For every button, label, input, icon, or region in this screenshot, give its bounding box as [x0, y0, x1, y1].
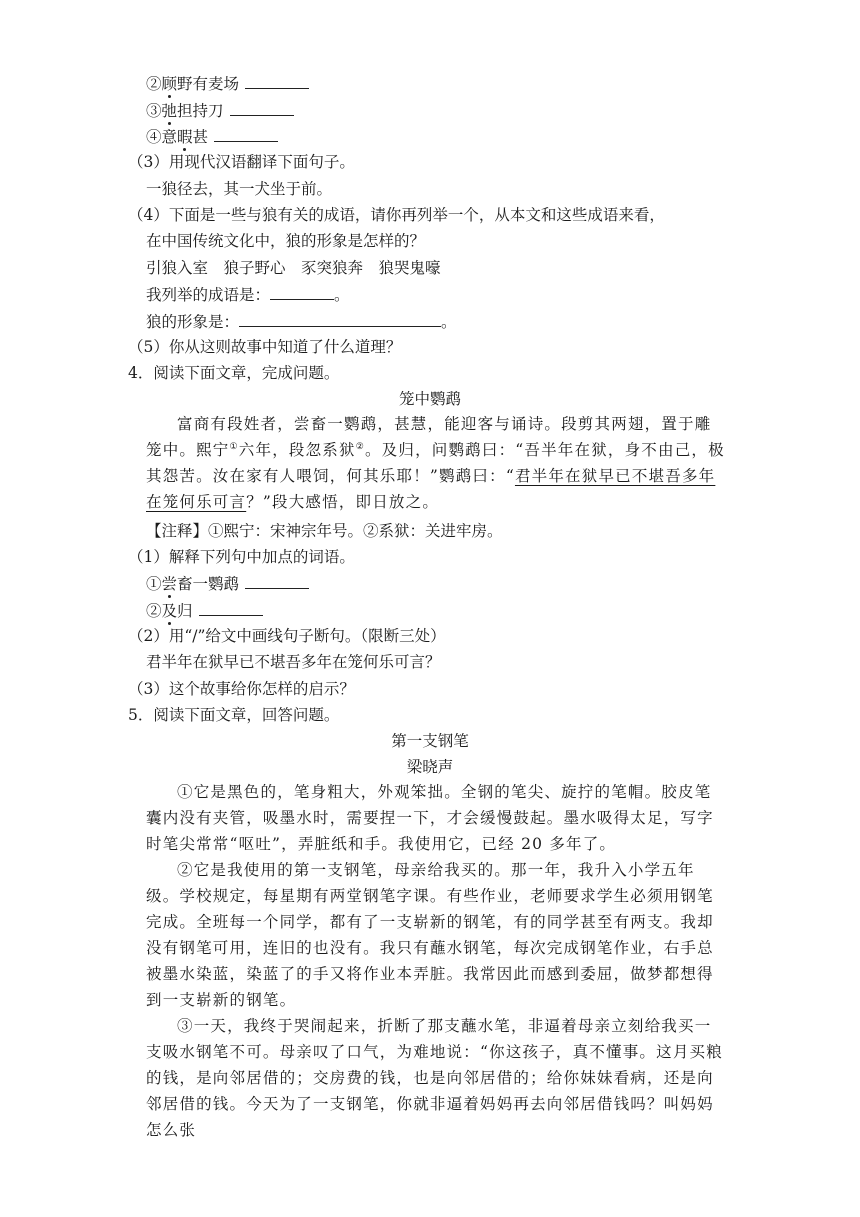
answer-blank[interactable]: [245, 73, 309, 89]
question-4-header: 4．阅读下面文章，完成问题。: [128, 364, 340, 382]
answer-blank[interactable]: [245, 573, 309, 589]
parrot-q2-sentence: 君半年在狱早已不堪吾多年在笼何乐可言？: [146, 653, 441, 671]
wolf-image-answer-blank[interactable]: [239, 311, 441, 327]
wolf-item-2: ②顾野有麦场: [146, 73, 309, 94]
wolf-item-3: ③弛担持刀: [146, 100, 294, 121]
pen-paragraph-1: ①它是黑色的，笔身粗大，外观笨拙。全钢的笔尖、旋拧的笔帽。胶皮笔囊内没有夹管，吸墨水时，需要捏一下，才会缓慢鼓起。墨水吸得太足，写字时笔尖常常“呕吐”，弄脏纸和手。我使用它，已经 20 多年了。: [146, 783, 714, 853]
wolf-question-3: （3）用现代汉语翻译下面句子。: [128, 153, 355, 171]
parrot-item-2: ②及归: [146, 600, 263, 621]
pen-paragraph-3: ③一天，我终于哭闹起来，折断了那支蘸水笔，非逼着母亲立刻给我买一支吸水钢笔不可。母亲叹了口气，为难地说：“你这孩子，真不懂事。这月买粮的钱，是向邻居借的；交房费的钱，也是向邻居借的；给你妹妹看病，还是向邻居借的钱。今天为了一支钢笔，你就非逼着妈妈再去向邻居借钱吗？叫妈妈怎么张: [146, 1017, 723, 1139]
passage-title-pen: 第一支钢笔: [391, 732, 469, 750]
wolf-item-4: ④意暇甚: [146, 126, 278, 147]
wolf-image-line: 狼的形象是： 。: [146, 313, 457, 331]
parrot-question-1: （1）解释下列句中加点的词语。: [128, 548, 355, 566]
pen-paragraph-2: ②它是我使用的第一支钢笔，母亲给我买的。那一年，我升入小学五年级。学校规定，每星期有两堂钢笔字课。有些作业，老师要求学生必须用钢笔完成。全班每一个同学，都有了一支崭新的钢笔，有的同学甚至有两支。我却没有钢笔可用，连旧的也没有。我只有蘸水钢笔，每次完成钢笔作业，右手总被墨水染蓝，染蓝了的手又将作业本弄脏。我常因此而感到委屈，做梦都想得到一支崭新的钢笔。: [146, 861, 714, 1009]
parrot-notes: 【注释】①熙宁：宋神宗年号。②系狱：关进牢房。: [146, 522, 503, 540]
passage-title-parrot: 笼中鹦鹉: [398, 390, 461, 408]
wolf-idioms: 引狼入室 狼子野心 豕突狼奔 狼哭鬼嚎: [146, 259, 441, 277]
underlined-sentence: 君半年在狱早已不堪吾多年在笼何乐可言: [146, 467, 716, 511]
answer-blank[interactable]: [199, 600, 263, 616]
parrot-question-3: （3）这个故事给你怎样的启示？: [128, 680, 355, 698]
wolf-question-4-line1: （4）下面是一些与狼有关的成语，请你再列举一个，从本文和这些成语来看，: [128, 206, 665, 224]
parrot-item-1: ①尝畜一鹦鹉: [146, 573, 309, 594]
parrot-question-2: （2）用“/”给文中画线句子断句。（限断三处）: [128, 627, 446, 645]
wolf-question-5: （5）你从这则故事中知道了什么道理？: [128, 338, 402, 356]
wolf-q3-sentence: 一狼径去，其一犬坐于前。: [146, 180, 333, 198]
passage-author: 梁晓声: [406, 758, 454, 776]
question-5-header: 5．阅读下面文章，回答问题。: [128, 706, 340, 724]
my-idiom-line: 我列举的成语是： 。: [146, 286, 350, 304]
answer-blank[interactable]: [214, 126, 278, 142]
idiom-answer-blank[interactable]: [270, 284, 334, 300]
wolf-question-4-line2: 在中国传统文化中，狼的形象是怎样的？: [146, 232, 426, 250]
parrot-passage: 富商有段姓者，尝畜一鹦鹉，甚慧，能迎客与诵诗。段剪其两翅，置于雕笼中。熙宁①六年，段忽系狱②。及归，问鹦鹉曰：“吾半年在狱，身不由己，极其怨苦。汝在家有人喂饲，何其乐耶！”鹦鹉曰：“君半年在狱早已不堪吾多年在笼何乐可言？”段大感悟，即日放之。: [146, 415, 725, 511]
answer-blank[interactable]: [230, 100, 294, 116]
